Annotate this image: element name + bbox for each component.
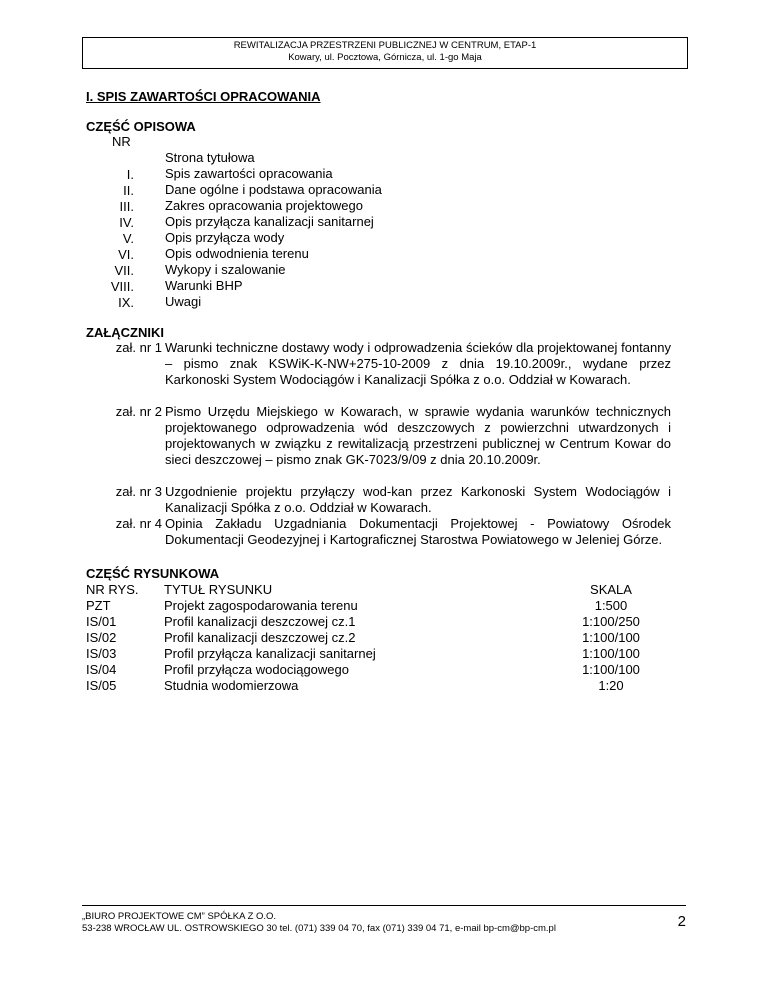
drawing-scale: 1:100/250 — [582, 614, 640, 629]
drawing-title: Projekt zagospodarowania terenu — [164, 598, 358, 613]
table-row — [86, 646, 671, 662]
attachment-label: zał. nr 3 — [115, 484, 162, 499]
table-row — [86, 662, 671, 678]
drawing-title: Profil przyłącza wodociągowego — [164, 662, 349, 677]
footer-divider — [82, 905, 686, 906]
list-item: Zakres opracowania projektowego — [165, 198, 363, 213]
drawing-title: Profil kanalizacji deszczowej cz.2 — [164, 630, 356, 645]
list-item-num: IV. — [119, 215, 134, 230]
drawing-scale: 1:20 — [598, 678, 624, 693]
drawings-heading: CZĘŚĆ RYSUNKOWA — [86, 566, 220, 581]
list-item-num: VII. — [114, 263, 134, 278]
drawing-scale: 1:100/100 — [582, 646, 640, 661]
list-item: Uwagi — [165, 294, 202, 309]
drawing-nr: IS/02 — [86, 630, 117, 645]
page-footer — [82, 911, 686, 935]
attachment-label: zał. nr 2 — [115, 404, 162, 419]
drawing-scale: 1:500 — [594, 598, 628, 613]
footer-contact: 53-238 WROCŁAW UL. OSTROWSKIEGO 30 tel. (071) 339 04 70, fax (071) 339 04 71, e-mail bp-cm@bp-cm.pl — [82, 923, 556, 934]
header-address: Kowary, ul. Pocztowa, Górnicza, ul. 1-go Maja — [288, 52, 482, 63]
attachment-text: Uzgodnienie projektu przyłączy wod-kan przez Karkonoski System Wodociągów i Kanalizacji Spółka z o.o. Oddział w Kowarach. — [165, 484, 671, 515]
drawing-title: Profil przyłącza kanalizacji sanitarnej — [164, 646, 376, 661]
drawing-nr: IS/03 — [86, 646, 117, 661]
list-item-num: VI. — [118, 247, 134, 262]
list-item: Wykopy i szalowanie — [165, 262, 286, 277]
list-item: Opis odwodnienia terenu — [165, 246, 309, 261]
column-header-scale: SKALA — [590, 582, 632, 597]
list-item: Strona tytułowa — [165, 150, 255, 165]
list-item-num: III. — [119, 199, 134, 214]
table-row — [86, 598, 671, 614]
list-item-num: V. — [122, 231, 134, 246]
page-header — [82, 37, 688, 69]
page-number: 2 — [677, 913, 686, 930]
drawing-nr: IS/01 — [86, 614, 117, 629]
list-item-num: II. — [123, 183, 134, 198]
table-row — [86, 630, 671, 646]
attachment-label: zał. nr 4 — [115, 516, 162, 531]
document-title: I. SPIS ZAWARTOŚCI OPRACOWANIA — [86, 89, 321, 104]
drawing-title: Studnia wodomierzowa — [164, 678, 299, 693]
table-row — [86, 678, 671, 694]
list-item-num: IX. — [118, 295, 134, 310]
list-item: Opis przyłącza kanalizacji sanitarnej — [165, 214, 374, 229]
table-header — [86, 582, 671, 598]
table-row — [86, 614, 671, 630]
column-header-nr: NR RYS. — [86, 582, 139, 597]
drawing-scale: 1:100/100 — [582, 630, 640, 645]
attachment-text: Pismo Urzędu Miejskiego w Kowarach, w sprawie wydania warunków technicznych projektowanego odprowadzenia wód deszczowych z powierzchni utwardzonych i projektowanych w związku z rewitalizacją przestrzeni publicznej w Centrum Kowar do sieci deszczowej – pismo znak GK-7023/9/09 z dnia 20.10.2009r. — [165, 404, 671, 467]
drawing-nr: IS/04 — [86, 662, 117, 677]
attachment-text: Opinia Zakładu Uzgadniania Dokumentacji Projektowej - Powiatowy Ośrodek Dokumentacji Geodezyjnej i Kartograficznej Starostwa Powiatowego w Jeleniej Górze. — [165, 516, 671, 547]
attachment-text: Warunki techniczne dostawy wody i odprowadzenia ścieków dla projektowanej fontanny – pismo znak KSWiK-K-NW+275-10-2009 z dnia 19.10.2009r., wydane przez Karkonoski System Wodociągów i Kanalizacji Spółka z o.o. Oddział w Kowarach. — [165, 340, 671, 387]
nr-label: NR — [112, 134, 131, 149]
attachment-label: zał. nr 1 — [115, 340, 162, 355]
list-item: Opis przyłącza wody — [165, 230, 285, 245]
descriptive-heading: CZĘŚĆ OPISOWA — [86, 119, 196, 134]
header-title: REWITALIZACJA PRZESTRZENI PUBLICZNEJ W CENTRUM, ETAP-1 — [233, 40, 537, 51]
list-item-num: VIII. — [110, 279, 134, 294]
drawing-scale: 1:100/100 — [582, 662, 640, 677]
list-item: Spis zawartości opracowania — [165, 166, 333, 181]
list-item: Dane ogólne i podstawa opracowania — [165, 182, 382, 197]
column-header-title: TYTUŁ RYSUNKU — [164, 582, 273, 597]
drawing-nr: PZT — [86, 598, 111, 613]
drawing-nr: IS/05 — [86, 678, 117, 693]
list-item: Warunki BHP — [165, 278, 243, 293]
drawing-title: Profil kanalizacji deszczowej cz.1 — [164, 614, 356, 629]
list-item-num: I. — [126, 167, 134, 182]
attachments-heading: ZAŁĄCZNIKI — [86, 325, 164, 340]
footer-company: „BIURO PROJEKTOWE CM” SPÓŁKA Z O.O. — [82, 911, 277, 922]
